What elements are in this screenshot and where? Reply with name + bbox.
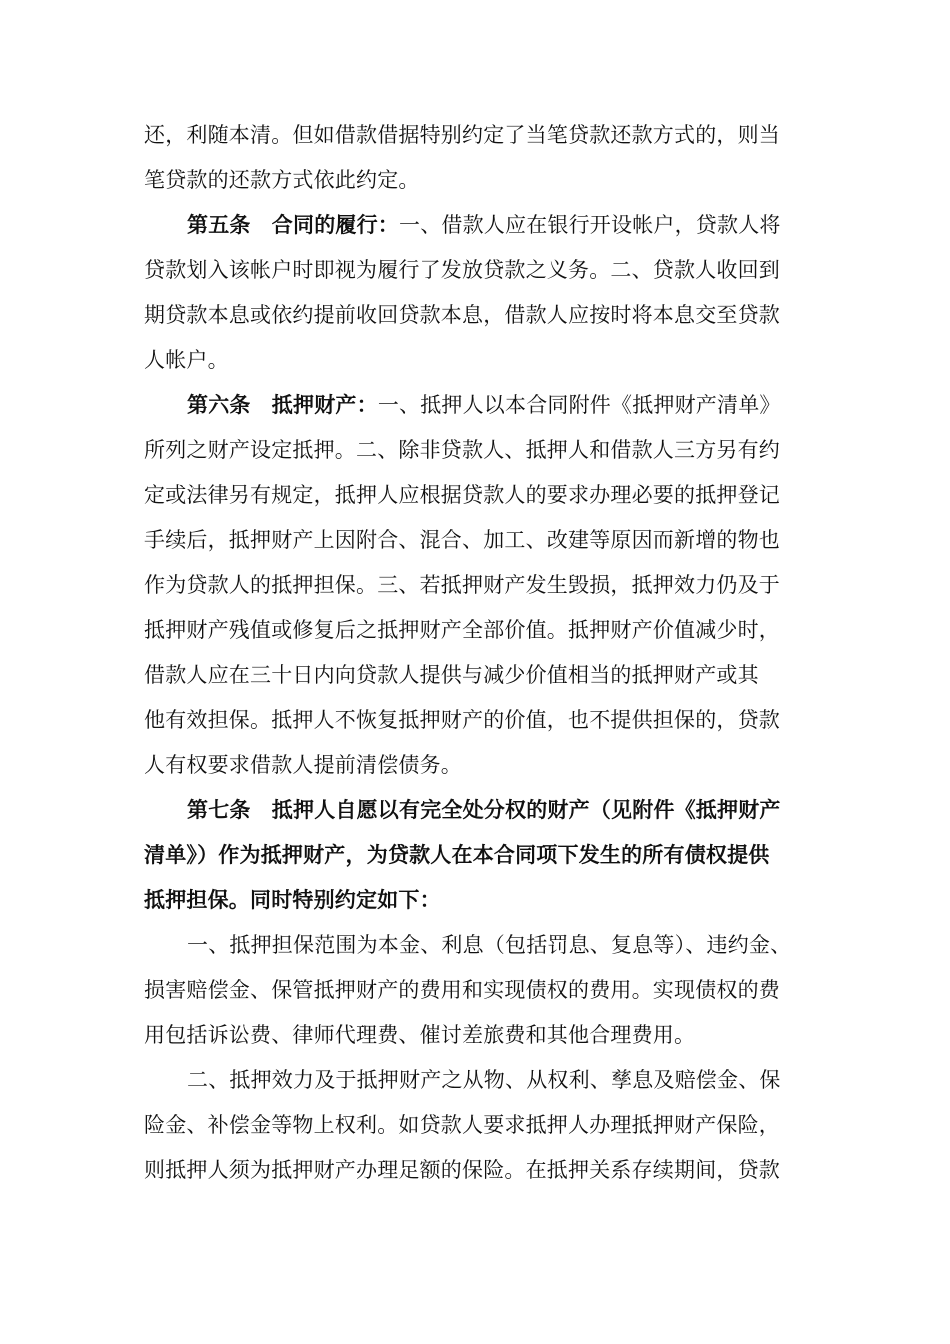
clause-1-line: 一、抵押担保范围为本金、利息（包括罚息、复息等）、违约金、 xyxy=(187,933,792,957)
article-7-heading: 第七条 抵押人自愿以有完全处分权的财产（见附件《抵押财产 xyxy=(187,798,781,822)
text-line: 一、借款人应在银行开设帐户，贷款人将 xyxy=(399,213,781,237)
text-line: 贷款划入该帐户时即视为履行了发放贷款之义务。二、贷款人收回到 xyxy=(144,258,780,282)
article-5-heading: 第五条 合同的履行： xyxy=(187,213,399,237)
text-line: 他有效担保。抵押人不恢复抵押财产的价值，也不提供担保的，贷款 xyxy=(144,708,780,732)
text-line: 笔贷款的还款方式依此约定。 xyxy=(144,168,420,192)
article-5-paragraph xyxy=(187,210,781,240)
text-line: 损害赔偿金、保管抵押财产的费用和实现债权的费用。实现债权的费 xyxy=(144,978,780,1002)
text-line: 一、抵押人以本合同附件《抵押财产清单》 xyxy=(377,393,781,417)
article-7-text: 清单》）作为抵押财产，为贷款人在本合同项下发生的所有债权提供 xyxy=(144,843,770,867)
article-6-paragraph xyxy=(187,390,781,420)
text-line: 则抵押人须为抵押财产办理足额的保险。在抵押关系存续期间，贷款 xyxy=(144,1158,780,1182)
clause-2-line: 二、抵押效力及于抵押财产之从物、从权利、孳息及赔偿金、保 xyxy=(187,1068,781,1092)
text-line: 用包括诉讼费、律师代理费、催讨差旅费和其他合理费用。 xyxy=(144,1023,696,1047)
text-line: 借款人应在三十日内向贷款人提供与减少价值相当的抵押财产或其 xyxy=(144,663,759,687)
text-line: 定或法律另有规定，抵押人应根据贷款人的要求办理必要的抵押登记 xyxy=(144,483,780,507)
text-line: 抵押财产残值或修复后之抵押财产全部价值。抵押财产价值减少时， xyxy=(144,618,780,642)
text-line: 人帐户。 xyxy=(144,348,229,372)
text-line: 作为贷款人的抵押担保。三、若抵押财产发生毁损，抵押效力仍及于 xyxy=(144,573,780,597)
text-line: 还，利随本清。但如借款借据特别约定了当笔贷款还款方式的，则当 xyxy=(144,123,780,147)
article-6-heading: 第六条 抵押财产： xyxy=(187,393,378,417)
text-line: 手续后，抵押财产上因附合、混合、加工、改建等原因而新增的物也 xyxy=(144,528,780,552)
text-line: 险金、补偿金等物上权利。如贷款人要求抵押人办理抵押财产保险， xyxy=(144,1113,780,1137)
text-line: 所列之财产设定抵押。二、除非贷款人、抵押人和借款人三方另有约 xyxy=(144,438,780,462)
article-7-text: 抵押担保。同时特别约定如下： xyxy=(144,888,441,912)
text-line: 人有权要求借款人提前清偿债务。 xyxy=(144,753,462,777)
text-line: 期贷款本息或依约提前收回贷款本息，借款人应按时将本息交至贷款 xyxy=(144,303,780,327)
